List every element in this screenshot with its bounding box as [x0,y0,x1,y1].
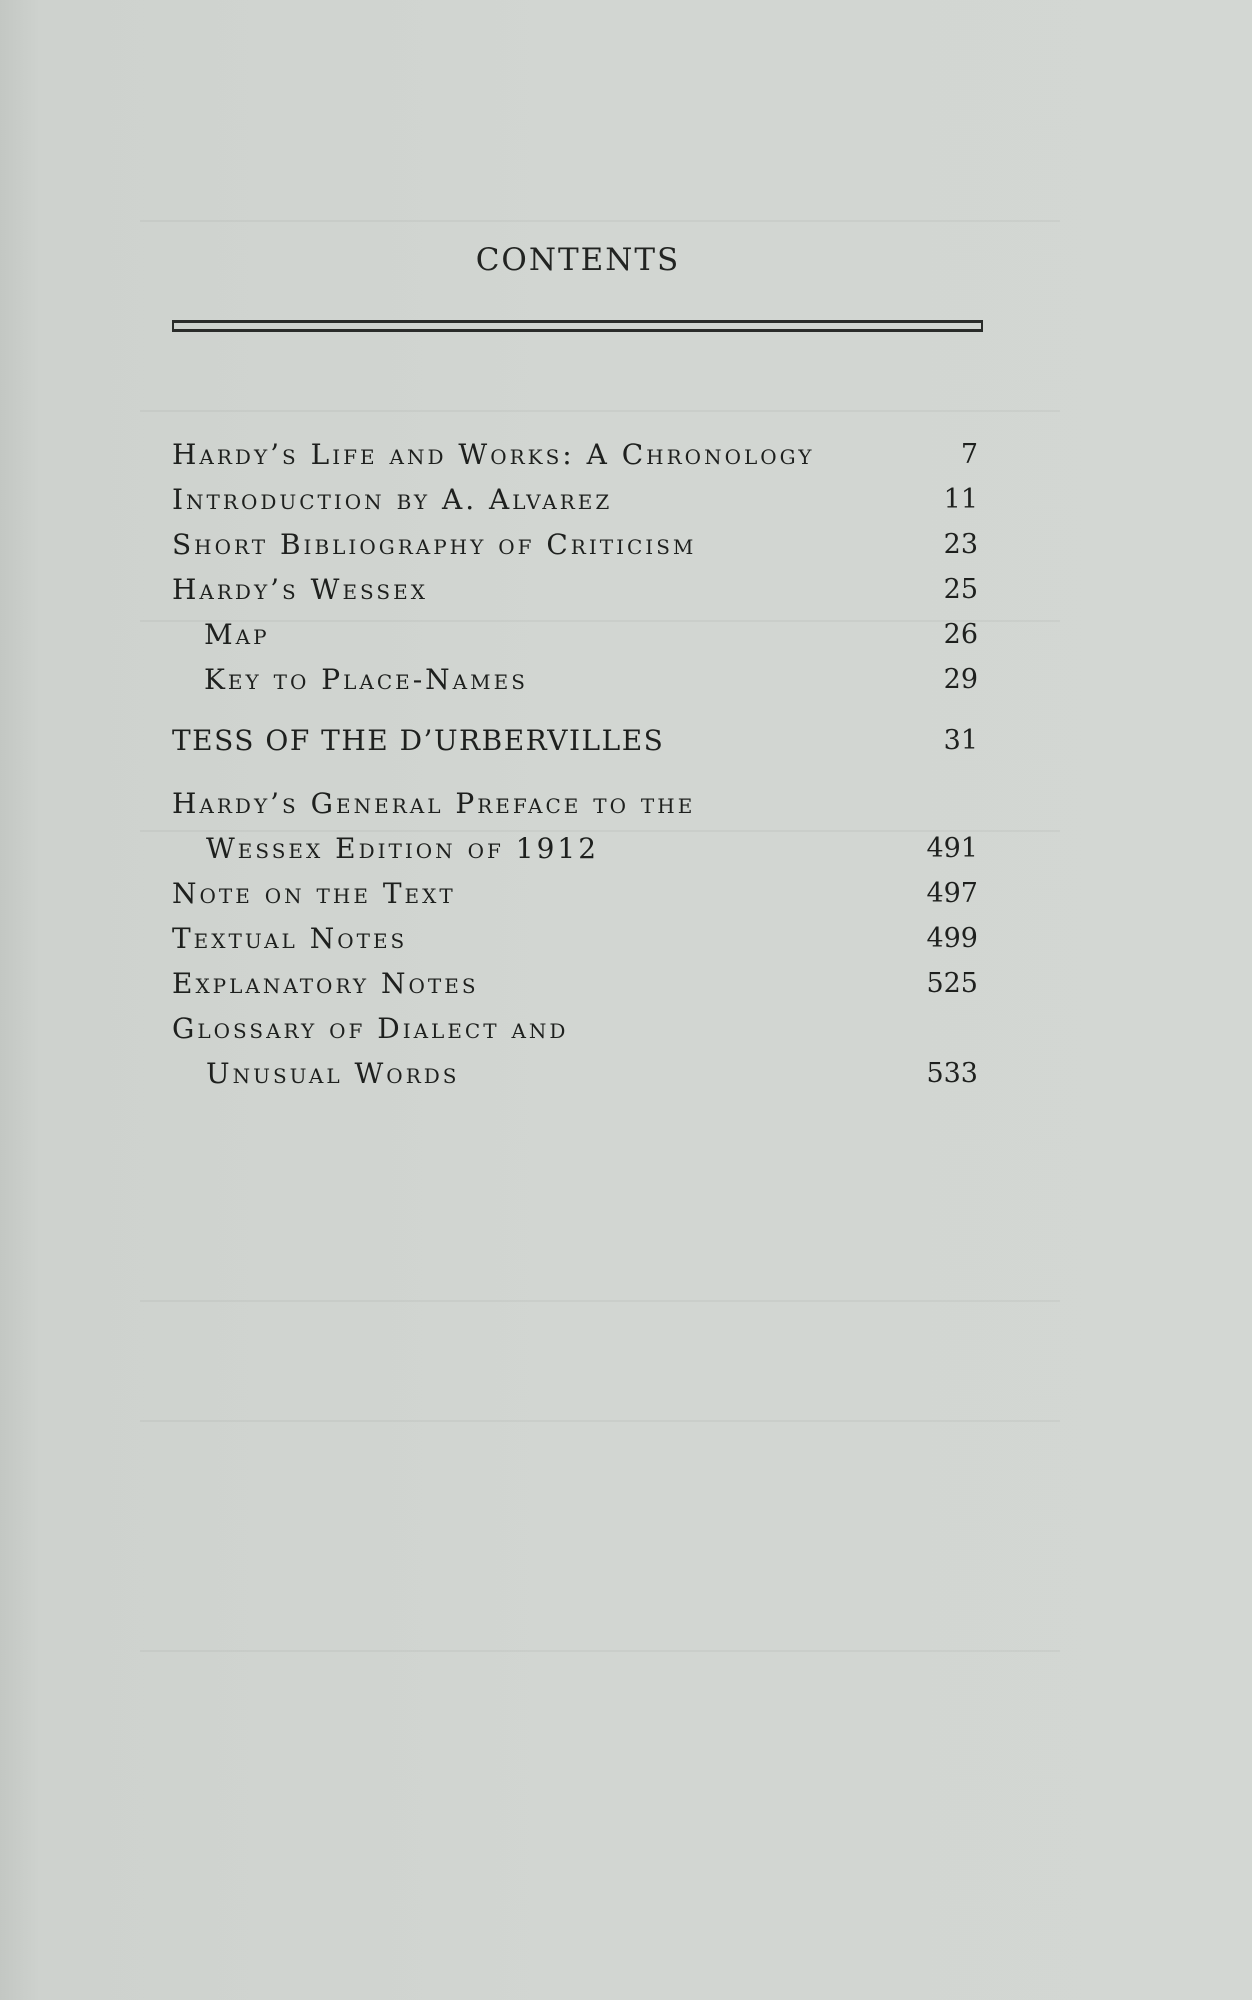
show-through-line [140,1420,1060,1422]
toc-entry-page: 29 [943,664,978,695]
toc-entry-title: TESS OF THE D’URBERVILLES [172,724,665,757]
show-through-line [140,1650,1060,1652]
toc-entry-page: 533 [926,1058,978,1089]
toc-entry [172,1006,978,1051]
toc-entry [172,567,978,612]
toc-entry-page: 23 [943,529,978,560]
toc-entry-continuation [172,826,978,871]
toc-entry [172,522,978,567]
toc-entry-title: Key to Place-Names [204,663,528,696]
toc-entry-title: Textual Notes [172,922,408,955]
toc-entry-title: Glossary of Dialect and [172,1012,569,1045]
toc-main-entry [172,710,978,771]
table-of-contents [172,432,978,1096]
page-title: CONTENTS [475,242,681,278]
toc-entry-page: 26 [943,619,978,650]
toc-entry-page: 499 [926,923,978,954]
toc-entry-page: 11 [943,484,978,515]
toc-entry-title: Note on the Text [172,877,456,910]
double-rule-divider [172,320,983,332]
toc-entry-title: Hardy’s General Preface to the [172,787,696,820]
toc-entry-title: Introduction by A. Alvarez [172,483,613,516]
toc-entry [172,781,978,826]
toc-entry-title: Hardy’s Life and Works: A Chronology [172,438,815,471]
toc-entry-title: Wessex Edition of 1912 [206,832,600,865]
toc-subentry [172,612,978,657]
toc-entry [172,916,978,961]
toc-entry [172,432,978,477]
toc-entry-title: Explanatory Notes [172,967,479,1000]
toc-entry-page: 525 [926,968,978,999]
toc-entry-title: Hardy’s Wessex [172,573,428,606]
toc-subentry [172,657,978,702]
show-through-line [140,220,1060,222]
toc-entry-continuation [172,1051,978,1096]
toc-entry-page: 25 [943,574,978,605]
show-through-line [140,1300,1060,1302]
toc-entry [172,871,978,916]
toc-entry-page: 491 [926,833,978,864]
toc-entry [172,961,978,1006]
toc-entry-page: 497 [926,878,978,909]
show-through-line [140,410,1060,412]
toc-entry-page: 31 [943,725,978,756]
toc-entry-title: Unusual Words [206,1057,460,1090]
toc-entry-page: 7 [960,439,978,470]
toc-entry-title: Map [204,618,270,651]
toc-entry-title: Short Bibliography of Criticism [172,528,697,561]
toc-entry [172,477,978,522]
